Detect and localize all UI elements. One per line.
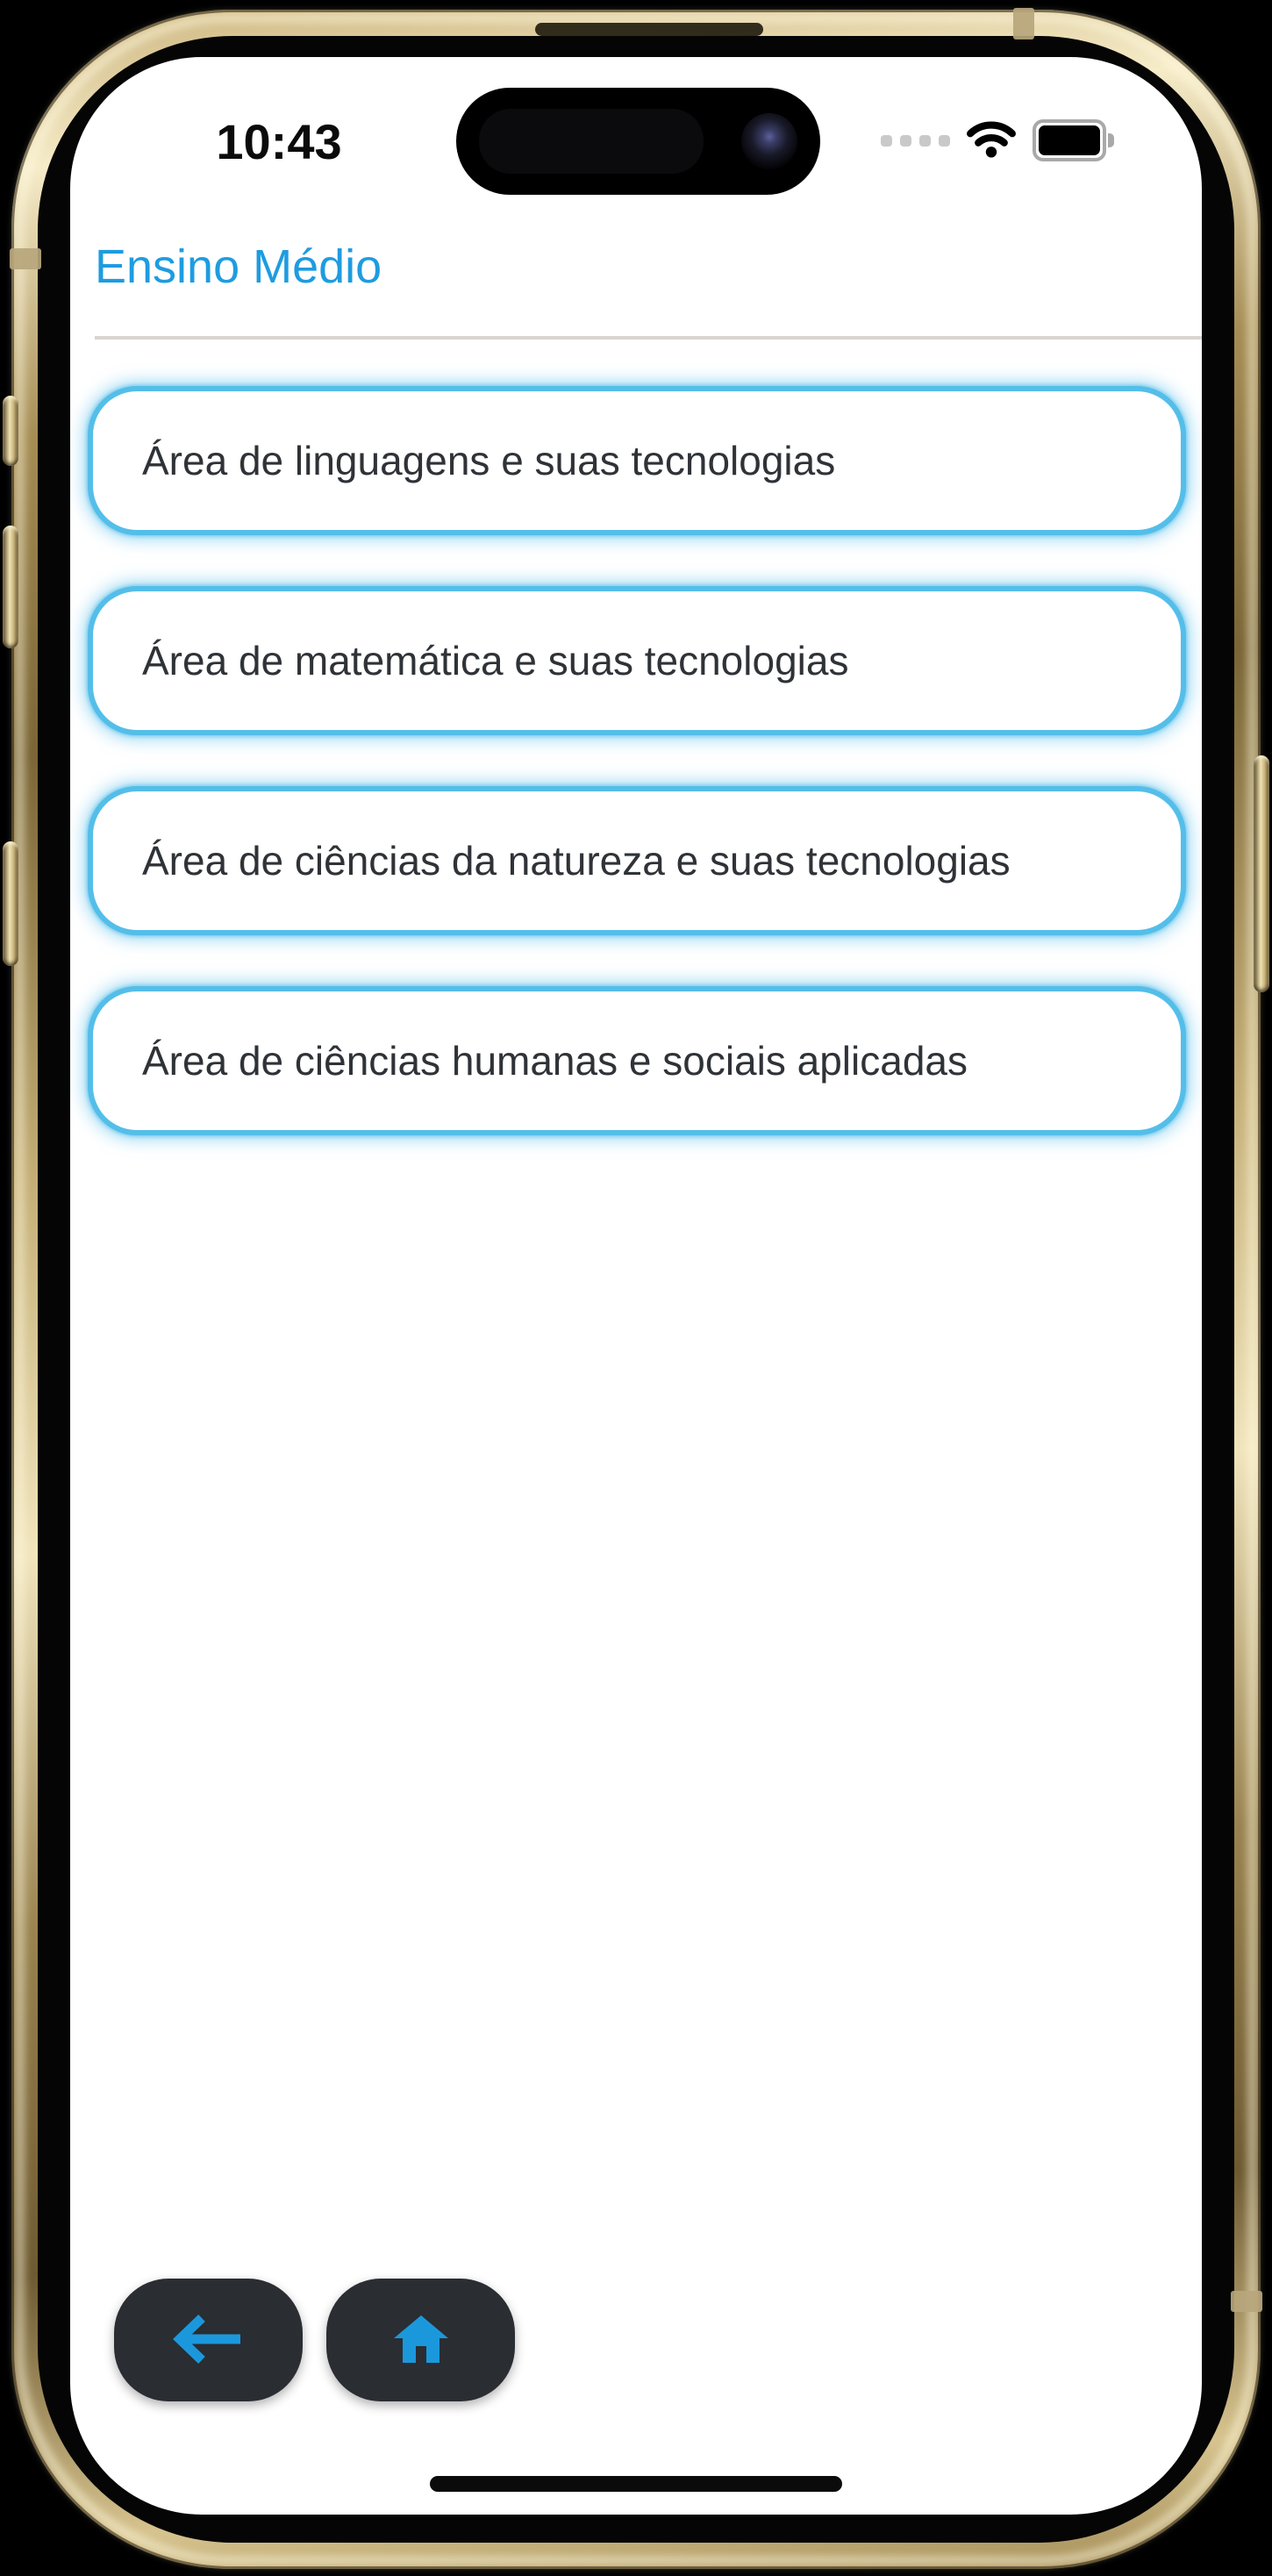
page-title: Ensino Médio bbox=[95, 240, 382, 293]
wifi-icon bbox=[966, 119, 1017, 162]
volume-up-button bbox=[3, 526, 18, 648]
dynamic-island bbox=[456, 88, 820, 195]
home-button[interactable] bbox=[326, 2279, 515, 2401]
mute-switch bbox=[3, 396, 18, 466]
battery-icon bbox=[1033, 119, 1114, 161]
front-camera-icon bbox=[741, 113, 797, 169]
menu-list bbox=[88, 386, 1186, 1135]
top-speaker-slot bbox=[535, 23, 763, 36]
arrow-left-icon bbox=[172, 2312, 246, 2369]
power-button bbox=[1254, 755, 1269, 992]
volume-down-button bbox=[3, 841, 18, 966]
back-button[interactable] bbox=[114, 2279, 303, 2401]
phone-frame bbox=[11, 10, 1261, 2569]
antenna-line-top bbox=[1013, 8, 1034, 39]
app-screen bbox=[70, 57, 1202, 2515]
antenna-line-left bbox=[10, 248, 41, 269]
status-bar-time: 10:43 bbox=[216, 114, 342, 169]
cellular-signal-dots-icon bbox=[881, 135, 950, 147]
face-id-sensor bbox=[479, 109, 704, 174]
status-bar-icons bbox=[881, 118, 1114, 162]
menu-item-ciencias-humanas[interactable]: Área de ciências humanas e sociais aplicadas bbox=[88, 986, 1186, 1135]
header-divider bbox=[95, 336, 1202, 340]
menu-item-linguagens[interactable]: Área de linguagens e suas tecnologias bbox=[88, 386, 1186, 535]
home-icon bbox=[393, 2315, 449, 2366]
home-indicator[interactable] bbox=[430, 2476, 842, 2492]
antenna-line-right bbox=[1231, 2291, 1262, 2312]
menu-item-ciencias-natureza[interactable]: Área de ciências da natureza e suas tecnologias bbox=[88, 786, 1186, 935]
menu-item-matematica[interactable]: Área de matemática e suas tecnologias bbox=[88, 586, 1186, 735]
